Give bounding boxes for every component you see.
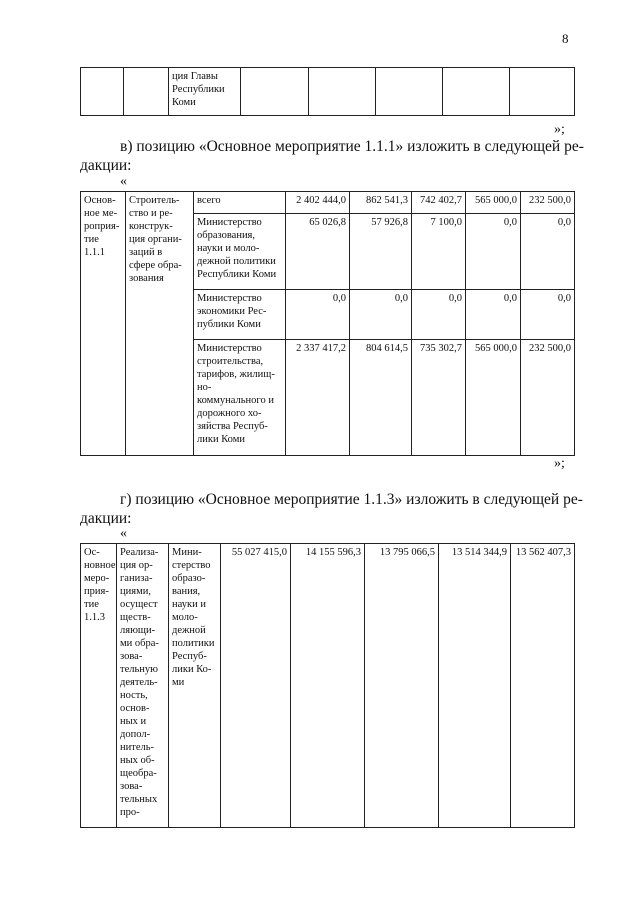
source-name: Министерство строительства, тарифов, жилищ- но- коммунального и дорожного хо- зяйства Респуб- лики Коми (194, 340, 286, 456)
value-cell: 0,0 (412, 290, 466, 340)
value-cell: 13 514 344,9 (439, 544, 511, 828)
table-measure-1-1-3 (80, 543, 575, 828)
value-cell: 232 500,0 (521, 192, 575, 214)
value-cell: 55 027 415,0 (221, 544, 291, 828)
value-cell: 862 541,3 (350, 192, 412, 214)
value-cell: 565 000,0 (466, 192, 521, 214)
top-table-fragment (80, 67, 575, 116)
opening-quote: « (120, 526, 127, 541)
cell (443, 68, 510, 116)
value-cell: 565 000,0 (466, 340, 521, 456)
table-row (81, 192, 575, 214)
measure-name: Строитель- ство и ре- конструк- ция органи- заций в сфере обра- зования (126, 192, 194, 456)
value-cell: 804 614,5 (350, 340, 412, 456)
value-cell: 0,0 (466, 290, 521, 340)
responsible-label: ция Главы Республики Коми (169, 68, 241, 116)
paragraph-v: в) позицию «Основное мероприятие 1.1.1» изложить в следующей ре- дакции: (80, 138, 584, 174)
value-cell: 0,0 (521, 290, 575, 340)
closing-quote: »; (554, 456, 565, 471)
measure-code: Ос- новное меро- прия- тие 1.1.3 (81, 544, 117, 828)
value-cell: 14 155 596,3 (291, 544, 365, 828)
value-cell: 0,0 (521, 214, 575, 290)
opening-quote: « (120, 174, 127, 189)
value-cell: 57 926,8 (350, 214, 412, 290)
source-name: Министерство образования, науки и моло- дежной политики Республики Коми (194, 214, 286, 290)
measure-name: Реализа- ция ор- ганиза- циями, осущест ществ- ляющи- ми обра- зова- тельную деятель- ность, основ- ных и допол- нитель- ных об- щеобра- зова- тельных про- (117, 544, 169, 828)
cell (309, 68, 376, 116)
value-cell: 0,0 (350, 290, 412, 340)
value-cell: 2 337 417,2 (286, 340, 350, 456)
value-cell: 7 100,0 (412, 214, 466, 290)
table-row (81, 544, 575, 828)
cell (241, 68, 309, 116)
value-cell: 232 500,0 (521, 340, 575, 456)
value-cell: 13 562 407,3 (511, 544, 575, 828)
cell (510, 68, 575, 116)
source-name: всего (194, 192, 286, 214)
paragraph-g: г) позицию «Основное мероприятие 1.1.3» изложить в следующей ре- дакции: (80, 491, 583, 527)
source-name: Министерство экономики Рес- публики Коми (194, 290, 286, 340)
value-cell: 0,0 (286, 290, 350, 340)
value-cell: 65 026,8 (286, 214, 350, 290)
measure-code: Основ- ное ме- роприя- тие 1.1.1 (81, 192, 126, 456)
cell (376, 68, 443, 116)
page-number: 8 (562, 31, 569, 46)
value-cell: 0,0 (466, 214, 521, 290)
table-measure-1-1-1 (80, 191, 575, 456)
value-cell: 13 795 066,5 (365, 544, 439, 828)
value-cell: 735 302,7 (412, 340, 466, 456)
cell (81, 68, 124, 116)
cell (124, 68, 169, 116)
value-cell: 742 402,7 (412, 192, 466, 214)
value-cell: 2 402 444,0 (286, 192, 350, 214)
closing-quote: »; (554, 122, 565, 137)
responsible-executor: Мини- стерство образо- вания, науки и моло- дежной политики Респуб- лики Ко- ми (169, 544, 221, 828)
